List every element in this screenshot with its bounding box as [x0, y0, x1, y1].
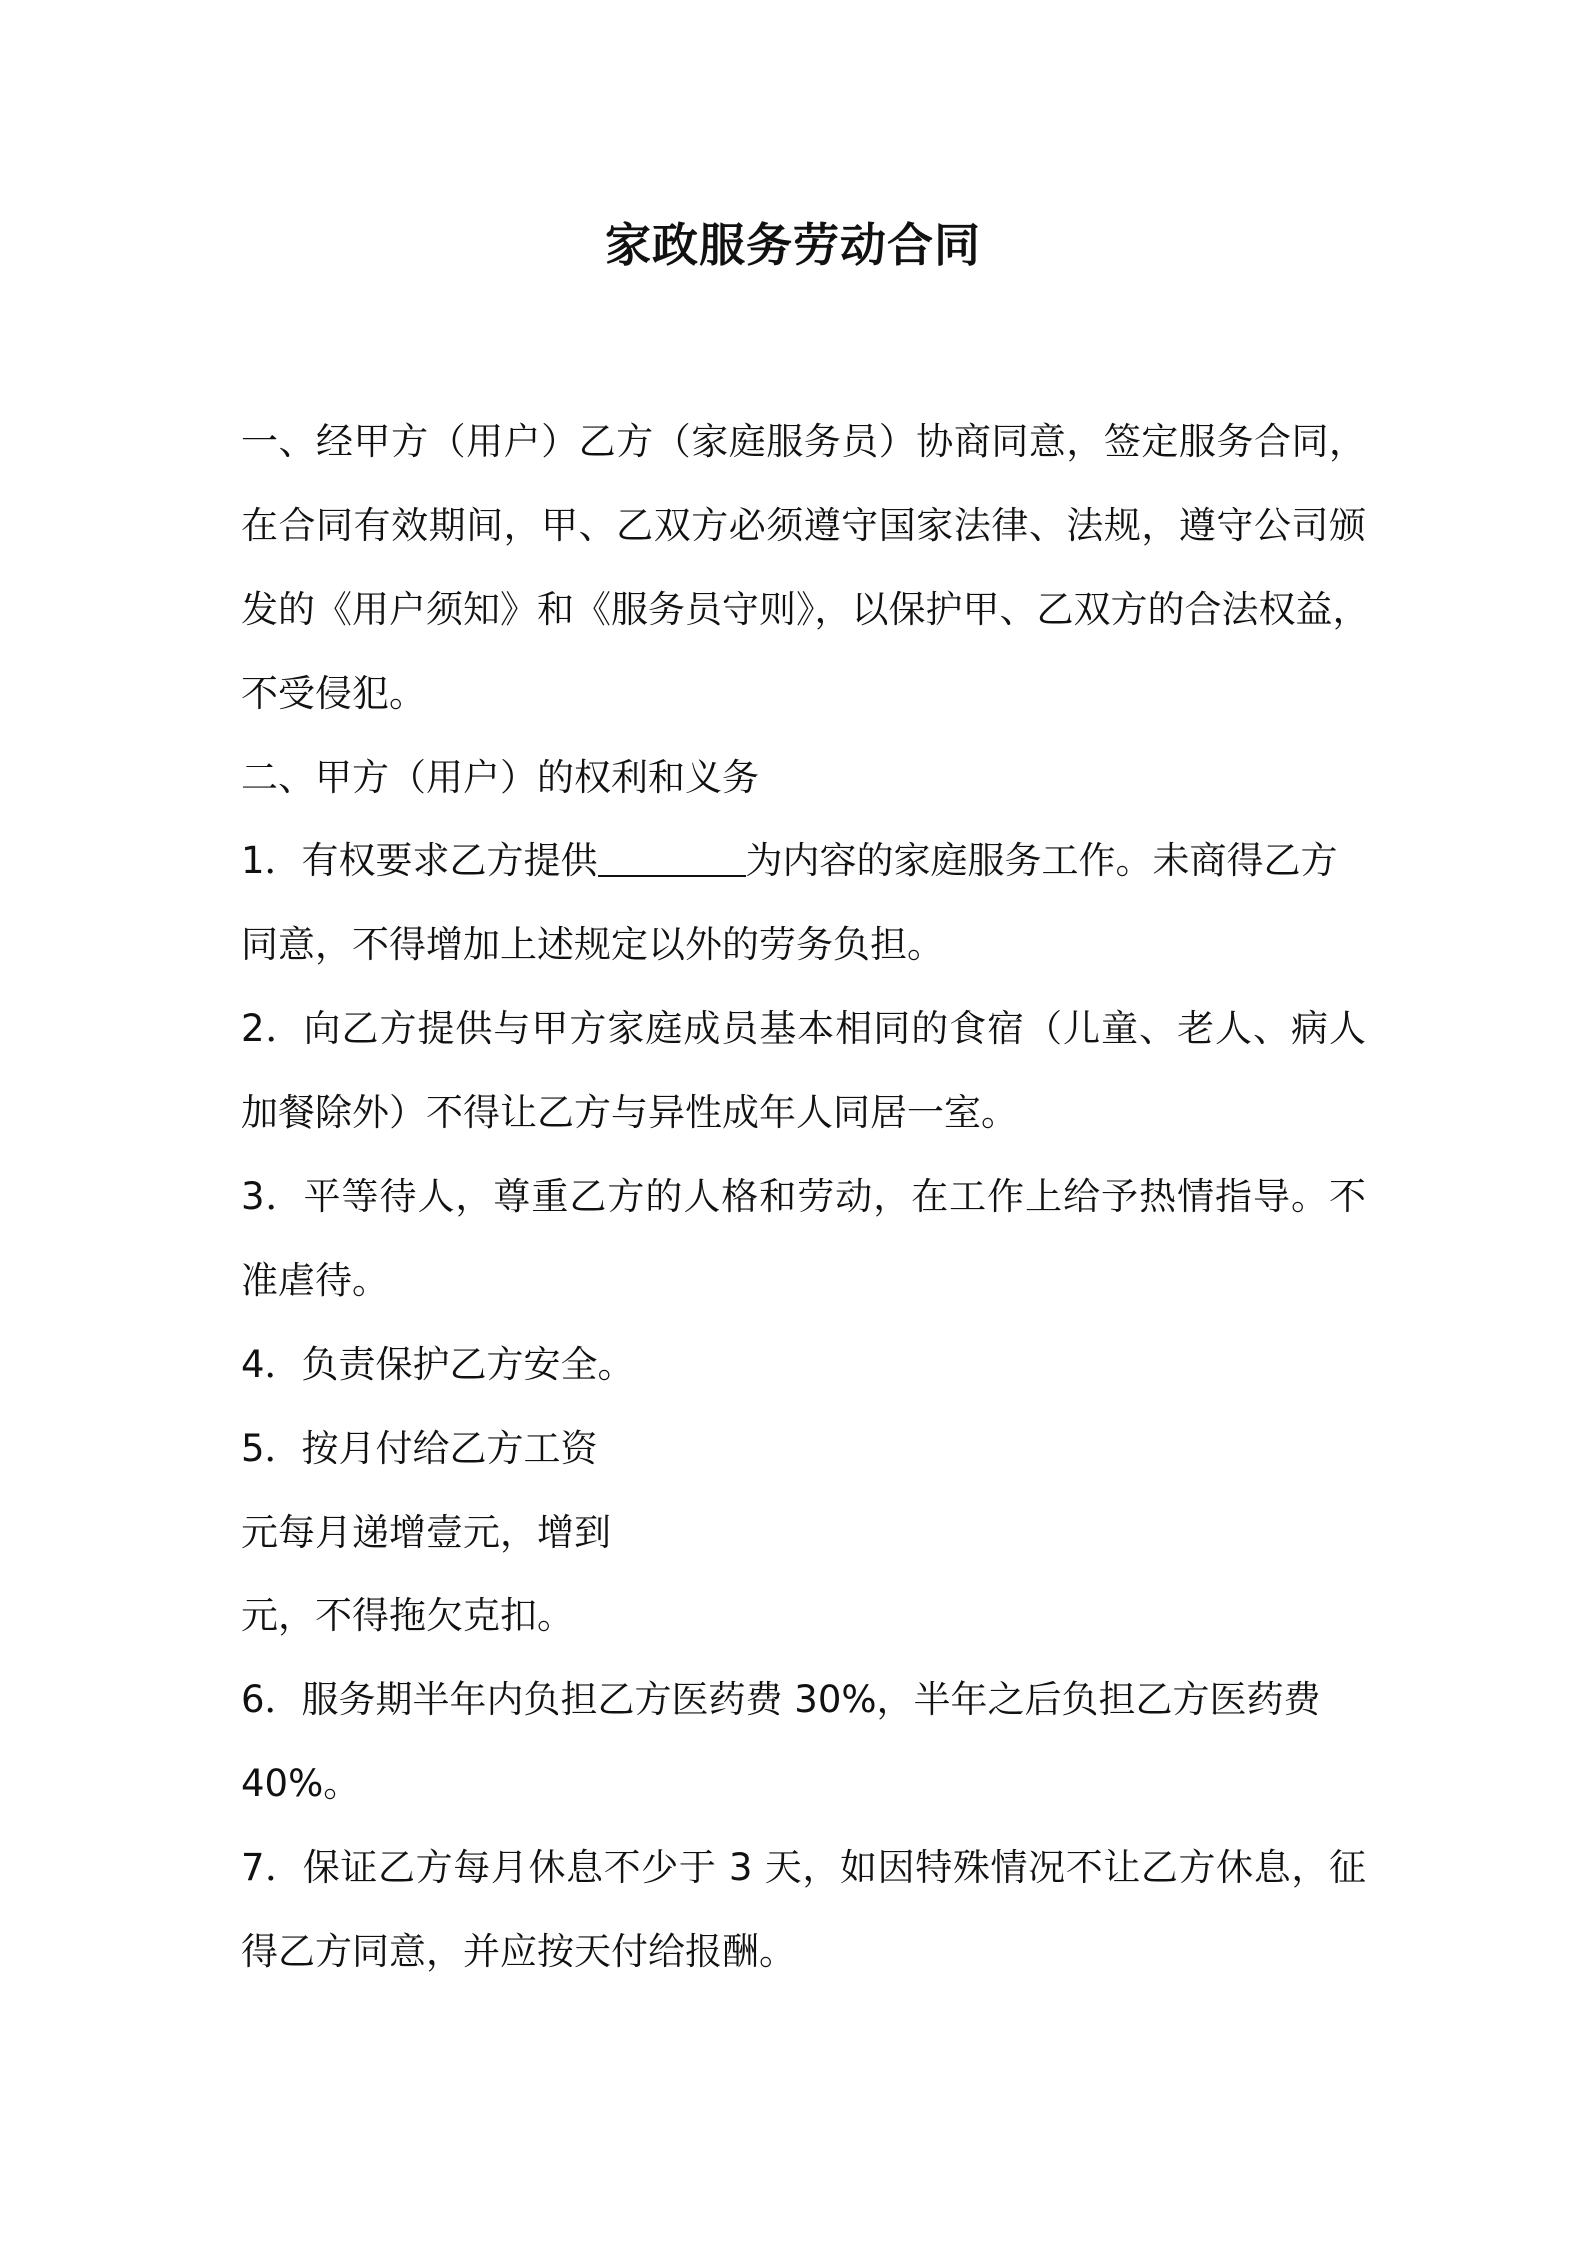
clause-1-line-2: 在合同有效期间，甲、乙双方必须遵守国家法律、法规，遵守公司颁 [241, 503, 1366, 547]
item-2-line-2: 加餐除外）不得让乙方与异性成年人同居一室。 [241, 1091, 1018, 1135]
item-6-line-2: 40%。 [241, 1762, 361, 1806]
item-7-line-1: 7．保证乙方每月休息不少于 3 天，如因特殊情况不让乙方休息，征 [241, 1846, 1366, 1890]
item-4-line: 4．负责保护乙方安全。 [241, 1342, 635, 1386]
item-2-line-1: 2．向乙方提供与甲方家庭成员基本相同的食宿（儿童、老人、病人 [241, 1007, 1366, 1051]
section-2-heading: 二、甲方（用户）的权利和义务 [241, 755, 759, 799]
item-3-line-1: 3．平等待人，尊重乙方的人格和劳动，在工作上给予热情指导。不 [241, 1175, 1366, 1219]
clause-1-line-1: 一、经甲方（用户）乙方（家庭服务员）协商同意，签定服务合同， [241, 420, 1366, 463]
clause-1-line-4: 不受侵犯。 [241, 671, 426, 715]
item-1-text-after: 为内容的家庭服务工作。未商得乙方 [745, 839, 1338, 883]
item-3-line-2: 准虐待。 [241, 1258, 389, 1302]
item-1-text-before: 1．有权要求乙方提供 [241, 839, 598, 883]
item-7-line-2: 得乙方同意，并应按天付给报酬。 [241, 1930, 796, 1974]
item-5-line-1: 5．按月付给乙方工资 [241, 1426, 598, 1470]
item-1-line-1 [241, 819, 1366, 903]
item-1-line-2: 同意，不得增加上述规定以外的劳务负担。 [241, 923, 944, 967]
item-6-line-1: 6．服务期半年内负担乙方医药费 30%，半年之后负担乙方医药费 [241, 1678, 1321, 1722]
clause-1-line-3: 发的《用户须知》和《服务员守则》，以保护甲、乙双方的合法权益， [241, 587, 1370, 631]
contract-body [241, 400, 1370, 1994]
fill-in-blank [598, 839, 746, 877]
document-title: 家政服务劳动合同 [605, 218, 981, 272]
item-5-line-2: 元每月递增壹元，增到 [241, 1510, 611, 1554]
item-5-line-3: 元，不得拖欠克扣。 [241, 1594, 574, 1638]
